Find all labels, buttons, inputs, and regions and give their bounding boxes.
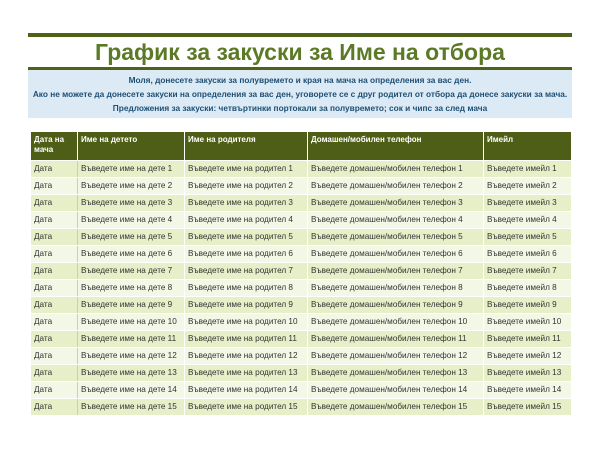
phone-cell[interactable]: Въведете домашен/мобилен телефон 2 <box>308 178 484 195</box>
email-cell[interactable]: Въведете имейл 14 <box>484 382 572 399</box>
phone-cell[interactable]: Въведете домашен/мобилен телефон 6 <box>308 246 484 263</box>
email-cell[interactable]: Въведете имейл 12 <box>484 348 572 365</box>
match-date-cell[interactable]: Дата <box>31 314 78 331</box>
match-date-cell[interactable]: Дата <box>31 246 78 263</box>
parent-name-cell[interactable]: Въведете име на родител 5 <box>185 229 308 246</box>
table-row <box>31 314 572 331</box>
table-row <box>31 365 572 382</box>
child-name-cell[interactable]: Въведете име на дете 10 <box>78 314 185 331</box>
child-name-cell[interactable]: Въведете име на дете 4 <box>78 212 185 229</box>
table-row <box>31 212 572 229</box>
phone-cell[interactable]: Въведете домашен/мобилен телефон 3 <box>308 195 484 212</box>
header-match-date: Дата на мача <box>31 132 78 161</box>
parent-name-cell[interactable]: Въведете име на родител 7 <box>185 263 308 280</box>
instructions-line-3: Предложения за закуски: четвъртинки портокали за полувремето; сок и чипс за след мача <box>112 103 488 113</box>
parent-name-cell[interactable]: Въведете име на родител 2 <box>185 178 308 195</box>
match-date-cell[interactable]: Дата <box>31 365 78 382</box>
phone-cell[interactable]: Въведете домашен/мобилен телефон 5 <box>308 229 484 246</box>
phone-cell[interactable]: Въведете домашен/мобилен телефон 14 <box>308 382 484 399</box>
phone-cell[interactable]: Въведете домашен/мобилен телефон 10 <box>308 314 484 331</box>
child-name-cell[interactable]: Въведете име на дете 2 <box>78 178 185 195</box>
match-date-cell[interactable]: Дата <box>31 297 78 314</box>
match-date-cell[interactable]: Дата <box>31 161 78 178</box>
table-row <box>31 297 572 314</box>
phone-cell[interactable]: Въведете домашен/мобилен телефон 11 <box>308 331 484 348</box>
table-row <box>31 280 572 297</box>
parent-name-cell[interactable]: Въведете име на родител 14 <box>185 382 308 399</box>
table-row <box>31 263 572 280</box>
email-cell[interactable]: Въведете имейл 2 <box>484 178 572 195</box>
child-name-cell[interactable]: Въведете име на дете 6 <box>78 246 185 263</box>
table-row <box>31 399 572 416</box>
parent-name-cell[interactable]: Въведете име на родител 8 <box>185 280 308 297</box>
header-parent-name: Име на родителя <box>185 132 308 161</box>
table-row <box>31 178 572 195</box>
parent-name-cell[interactable]: Въведете име на родител 12 <box>185 348 308 365</box>
match-date-cell[interactable]: Дата <box>31 280 78 297</box>
parent-name-cell[interactable]: Въведете име на родител 9 <box>185 297 308 314</box>
table-row <box>31 246 572 263</box>
parent-name-cell[interactable]: Въведете име на родител 4 <box>185 212 308 229</box>
table-row <box>31 195 572 212</box>
phone-cell[interactable]: Въведете домашен/мобилен телефон 1 <box>308 161 484 178</box>
match-date-cell[interactable]: Дата <box>31 178 78 195</box>
parent-name-cell[interactable]: Въведете име на родител 10 <box>185 314 308 331</box>
child-name-cell[interactable]: Въведете име на дете 5 <box>78 229 185 246</box>
parent-name-cell[interactable]: Въведете име на родител 3 <box>185 195 308 212</box>
match-date-cell[interactable]: Дата <box>31 212 78 229</box>
phone-cell[interactable]: Въведете домашен/мобилен телефон 15 <box>308 399 484 416</box>
instructions-box <box>28 70 572 118</box>
header-child-name: Име на детето <box>78 132 185 161</box>
header-phone: Домашен/мобилен телефон <box>308 132 484 161</box>
parent-name-cell[interactable]: Въведете име на родител 15 <box>185 399 308 416</box>
email-cell[interactable]: Въведете имейл 7 <box>484 263 572 280</box>
match-date-cell[interactable]: Дата <box>31 263 78 280</box>
phone-cell[interactable]: Въведете домашен/мобилен телефон 8 <box>308 280 484 297</box>
table-row <box>31 331 572 348</box>
table-row <box>31 161 572 178</box>
email-cell[interactable]: Въведете имейл 4 <box>484 212 572 229</box>
email-cell[interactable]: Въведете имейл 10 <box>484 314 572 331</box>
child-name-cell[interactable]: Въведете име на дете 8 <box>78 280 185 297</box>
instructions-line-1: Моля, донесете закуски за полувремето и края на мача на определения за вас ден. <box>128 75 472 85</box>
table-row <box>31 348 572 365</box>
child-name-cell[interactable]: Въведете име на дете 15 <box>78 399 185 416</box>
email-cell[interactable]: Въведете имейл 11 <box>484 331 572 348</box>
match-date-cell[interactable]: Дата <box>31 195 78 212</box>
email-cell[interactable]: Въведете имейл 13 <box>484 365 572 382</box>
instructions-line-2: Ако не можете да донесете закуски на определения за вас ден, уговорете се с друг родител от отбора да донесе закуски за мача. <box>32 89 568 99</box>
parent-name-cell[interactable]: Въведете име на родител 11 <box>185 331 308 348</box>
child-name-cell[interactable]: Въведете име на дете 11 <box>78 331 185 348</box>
email-cell[interactable]: Въведете имейл 8 <box>484 280 572 297</box>
phone-cell[interactable]: Въведете домашен/мобилен телефон 9 <box>308 297 484 314</box>
snack-schedule-table <box>30 131 572 416</box>
child-name-cell[interactable]: Въведете име на дете 13 <box>78 365 185 382</box>
email-cell[interactable]: Въведете имейл 6 <box>484 246 572 263</box>
match-date-cell[interactable]: Дата <box>31 399 78 416</box>
email-cell[interactable]: Въведете имейл 15 <box>484 399 572 416</box>
child-name-cell[interactable]: Въведете име на дете 1 <box>78 161 185 178</box>
header-email: Имейл <box>484 132 572 161</box>
table-row <box>31 382 572 399</box>
match-date-cell[interactable]: Дата <box>31 331 78 348</box>
table-body <box>31 161 572 416</box>
phone-cell[interactable]: Въведете домашен/мобилен телефон 13 <box>308 365 484 382</box>
parent-name-cell[interactable]: Въведете име на родител 1 <box>185 161 308 178</box>
table-header-row <box>31 132 572 161</box>
parent-name-cell[interactable]: Въведете име на родител 13 <box>185 365 308 382</box>
page-title: График за закуски за Име на отбора <box>95 39 505 65</box>
child-name-cell[interactable]: Въведете име на дете 12 <box>78 348 185 365</box>
phone-cell[interactable]: Въведете домашен/мобилен телефон 12 <box>308 348 484 365</box>
phone-cell[interactable]: Въведете домашен/мобилен телефон 4 <box>308 212 484 229</box>
email-cell[interactable]: Въведете имейл 9 <box>484 297 572 314</box>
child-name-cell[interactable]: Въведете име на дете 3 <box>78 195 185 212</box>
match-date-cell[interactable]: Дата <box>31 348 78 365</box>
child-name-cell[interactable]: Въведете име на дете 14 <box>78 382 185 399</box>
child-name-cell[interactable]: Въведете име на дете 9 <box>78 297 185 314</box>
table-row <box>31 229 572 246</box>
match-date-cell[interactable]: Дата <box>31 382 78 399</box>
email-cell[interactable]: Въведете имейл 5 <box>484 229 572 246</box>
email-cell[interactable]: Въведете имейл 1 <box>484 161 572 178</box>
phone-cell[interactable]: Въведете домашен/мобилен телефон 7 <box>308 263 484 280</box>
match-date-cell[interactable]: Дата <box>31 229 78 246</box>
email-cell[interactable]: Въведете имейл 3 <box>484 195 572 212</box>
child-name-cell[interactable]: Въведете име на дете 7 <box>78 263 185 280</box>
parent-name-cell[interactable]: Въведете име на родител 6 <box>185 246 308 263</box>
